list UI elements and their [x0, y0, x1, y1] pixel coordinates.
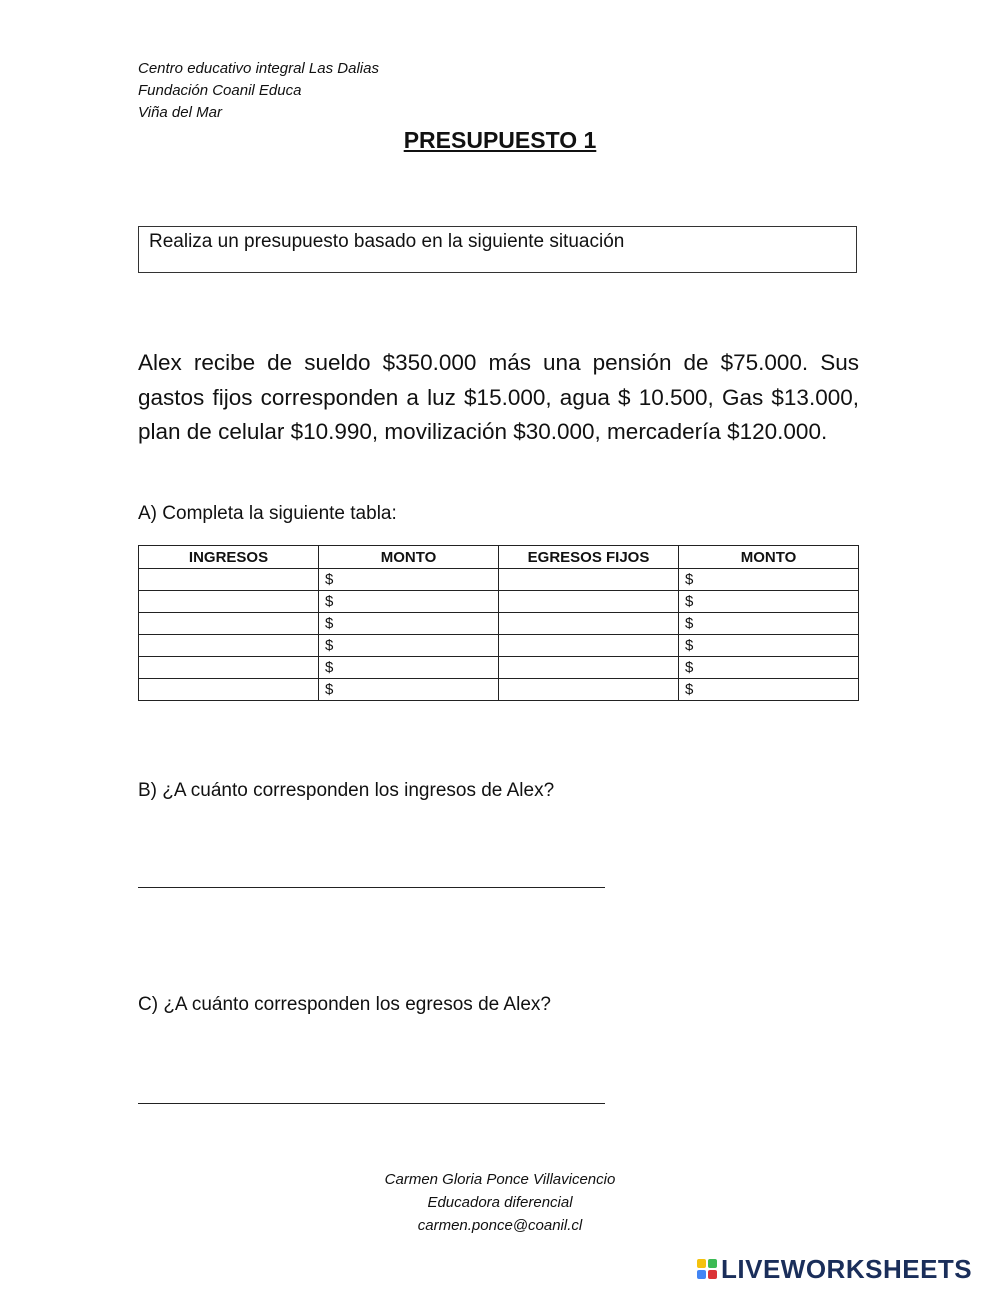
header-ingresos: INGRESOS	[139, 546, 319, 569]
logo-square-red	[708, 1270, 717, 1279]
author-footer	[0, 1168, 1000, 1237]
egreso-amount-cell[interactable]: $	[679, 657, 859, 679]
ingreso-amount-cell[interactable]: $	[319, 591, 499, 613]
table-header-row	[139, 546, 859, 569]
ingreso-input-cell[interactable]	[139, 679, 319, 701]
question-c: C) ¿A cuánto corresponden los egresos de Alex?	[138, 994, 551, 1015]
author-email: carmen.ponce@coanil.cl	[417, 1217, 583, 1234]
ingreso-input-cell[interactable]	[139, 569, 319, 591]
table-row	[139, 635, 859, 657]
egreso-input-cell[interactable]	[499, 657, 679, 679]
table-row	[139, 613, 859, 635]
ingreso-input-cell[interactable]	[139, 591, 319, 613]
question-a: A) Completa la siguiente tabla:	[138, 503, 397, 524]
table-row	[139, 591, 859, 613]
egreso-amount-cell[interactable]: $	[679, 635, 859, 657]
egreso-input-cell[interactable]	[499, 591, 679, 613]
ingreso-amount-cell[interactable]: $	[319, 657, 499, 679]
school-name: Centro educativo integral Las Dalias	[138, 60, 379, 77]
egreso-amount-cell[interactable]: $	[679, 613, 859, 635]
liveworksheets-icon	[697, 1259, 717, 1279]
egreso-amount-cell[interactable]: $	[679, 679, 859, 701]
question-b: B) ¿A cuánto corresponden los ingresos de Alex?	[138, 780, 555, 801]
header-egresos-fijos: EGRESOS FIJOS	[499, 546, 679, 569]
ingreso-amount-cell[interactable]: $	[319, 679, 499, 701]
logo-text: LIVEWORKSHEETS	[721, 1253, 973, 1284]
header-monto-egresos: MONTO	[679, 546, 859, 569]
egreso-input-cell[interactable]	[499, 569, 679, 591]
ingreso-input-cell[interactable]	[139, 613, 319, 635]
situation-text: Alex recibe de sueldo $350.000 más una pensión de $75.000. Sus gastos fijos corresponden a luz $15.000, agua $ 10.500, Gas $13.000, plan de celular $10.990, movilización $30.000, mercadería $120.000.	[138, 350, 859, 444]
egreso-input-cell[interactable]	[499, 679, 679, 701]
ingreso-amount-cell[interactable]: $	[319, 569, 499, 591]
instruction-text: Realiza un presupuesto basado en la siguiente situación	[149, 231, 625, 252]
school-header	[138, 58, 379, 124]
table-row	[139, 679, 859, 701]
table-row	[139, 657, 859, 679]
ingreso-amount-cell[interactable]: $	[319, 613, 499, 635]
foundation-name: Fundación Coanil Educa	[138, 82, 302, 99]
budget-table	[138, 545, 859, 701]
egreso-amount-cell[interactable]: $	[679, 591, 859, 613]
egreso-input-cell[interactable]	[499, 635, 679, 657]
author-role: Educadora diferencial	[427, 1194, 573, 1211]
header-monto-ingresos: MONTO	[319, 546, 499, 569]
city-name: Viña del Mar	[138, 104, 222, 121]
table-row	[139, 569, 859, 591]
egreso-input-cell[interactable]	[499, 613, 679, 635]
liveworksheets-logo	[697, 1254, 972, 1284]
author-name: Carmen Gloria Ponce Villavicencio	[384, 1171, 616, 1188]
ingreso-amount-cell[interactable]: $	[319, 635, 499, 657]
answer-line-c[interactable]	[138, 1103, 605, 1104]
ingreso-input-cell[interactable]	[139, 635, 319, 657]
egreso-amount-cell[interactable]: $	[679, 569, 859, 591]
answer-line-b[interactable]	[138, 887, 605, 888]
instruction-box	[138, 226, 857, 273]
logo-square-yellow	[697, 1259, 706, 1268]
logo-square-green	[708, 1259, 717, 1268]
page-title: PRESUPUESTO 1	[403, 127, 597, 153]
ingreso-input-cell[interactable]	[139, 657, 319, 679]
logo-square-blue	[697, 1270, 706, 1279]
